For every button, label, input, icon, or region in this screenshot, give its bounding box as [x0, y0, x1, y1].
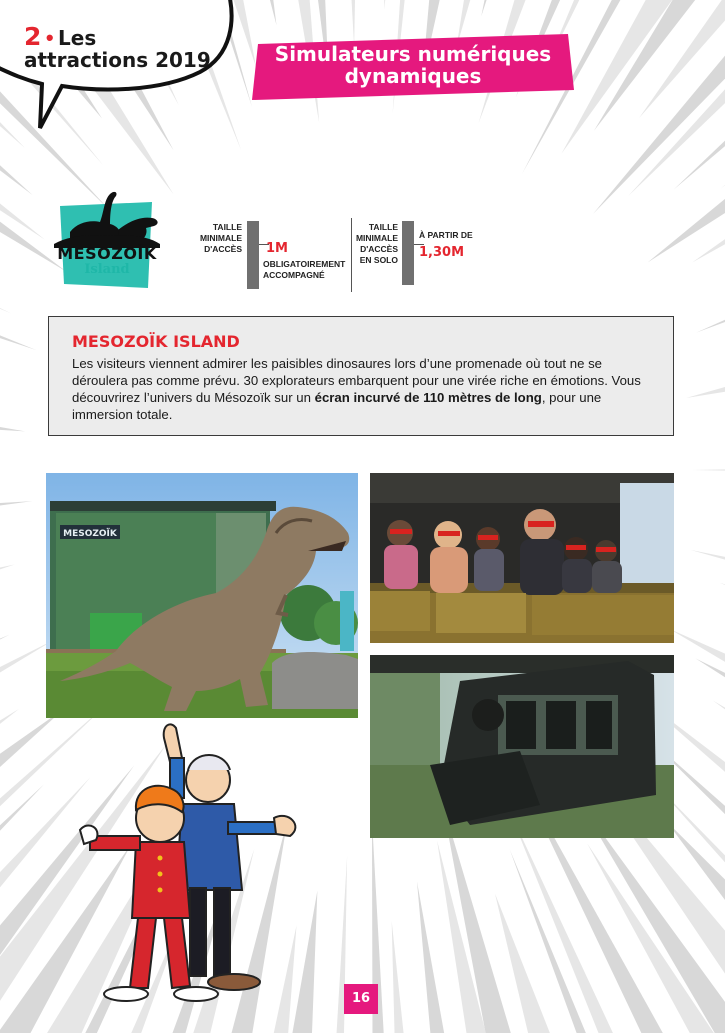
description-text: Les visiteurs viennent admirer les paisibles dinosaures lors d’une promenade où tout ne se déroulera pas comme prévu. 30 explorateurs embarquent pour une virée riche en émotions. Vous découvrirez l’univers du Mésozoïk sur un: [72, 356, 641, 405]
gauge-accompanied-label-line: D'ACCÈS: [204, 244, 242, 254]
description-text-end: , pour une immersion totale.: [72, 390, 602, 422]
chapter-dot: •: [45, 25, 54, 50]
photo-sign-text: MESOZOÏK: [63, 529, 117, 539]
speed-line: [0, 501, 32, 576]
photo-audience: [370, 473, 674, 643]
photo-dinosaur: [46, 473, 358, 718]
banner-title: [252, 43, 574, 87]
page-number: 16: [344, 984, 378, 1014]
chapter-number: 2: [24, 22, 42, 51]
chapter-line-1: Les: [58, 26, 97, 50]
gauge-accompanied-note: [263, 259, 345, 281]
mesozoik-logo: [48, 186, 166, 290]
photo-vehicle: [370, 655, 674, 838]
mascots-illustration: [78, 718, 308, 1008]
speed-line: [690, 550, 725, 704]
description-highlight: écran incurvé de 110 mètres de long: [314, 390, 542, 405]
gauge-accompanied-note-line: OBLIGATOIREMENT: [263, 259, 346, 269]
speed-line: [317, 856, 348, 1033]
gauge-accompanied-note-line: ACCOMPAGNÉ: [263, 270, 325, 280]
logo-title: MESOZOÏK: [57, 244, 157, 263]
section-banner: [252, 34, 574, 100]
gauge-solo-prefix: À PARTIR DE: [419, 230, 473, 240]
gauge-accompanied-label-line: TAILLE: [212, 222, 242, 232]
gauge-accompanied-bar: [247, 221, 259, 289]
gauge-solo-value: 1,30M: [419, 245, 465, 260]
speed-line: [0, 564, 15, 737]
gauge-solo-label-line: EN SOLO: [359, 255, 398, 265]
gauge-accompanied-value: 1M: [266, 241, 288, 256]
logo-subtitle: Island: [84, 262, 130, 277]
speed-line: [720, 583, 725, 758]
banner-line-1: Simulateurs numériques: [274, 42, 552, 66]
attraction-info-box: [48, 316, 674, 436]
speed-line: [692, 459, 725, 481]
speed-line: [686, 243, 725, 398]
gauge-solo-label-line: MINIMALE: [355, 233, 398, 243]
speed-line: [561, 0, 725, 154]
speed-line: [0, 335, 25, 431]
gauge-solo-label: [342, 222, 398, 266]
gauge-solo-bar: [402, 221, 414, 285]
attraction-description: [72, 355, 649, 423]
chapter-line-2: attractions 2019: [24, 48, 211, 72]
gauge-solo-label-line: TAILLE: [368, 222, 398, 232]
chapter-heading: [24, 24, 211, 70]
gauge-solo-label-line: D'ACCÈS: [360, 244, 398, 254]
gauge-accompanied-label: [186, 222, 242, 255]
banner-line-2: dynamiques: [344, 64, 482, 88]
gauge-accompanied-label-line: MINIMALE: [199, 233, 242, 243]
attraction-title: MESOZOÏK ISLAND: [72, 332, 240, 351]
